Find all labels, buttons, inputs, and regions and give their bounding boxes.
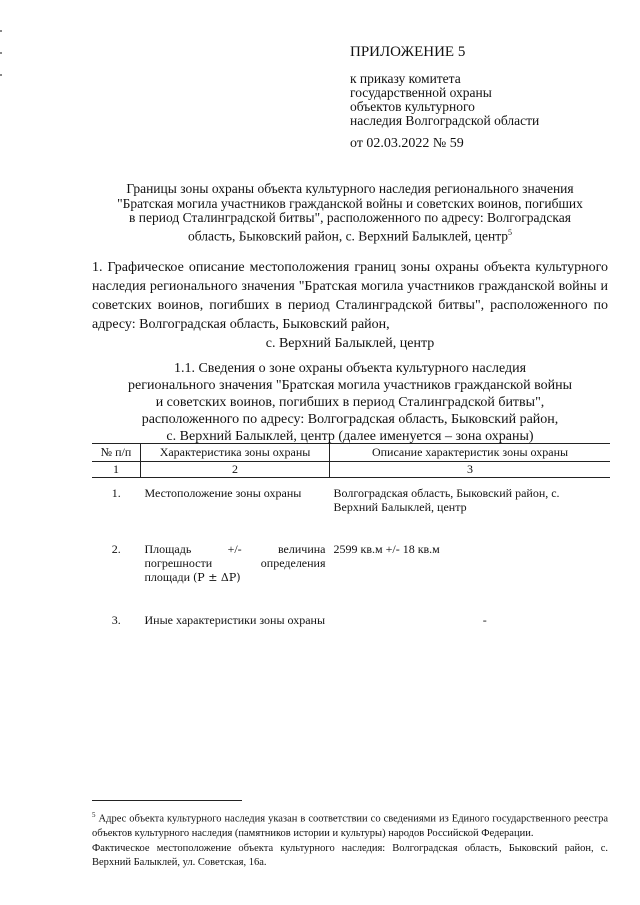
order-line: государственной охраны [350,85,492,100]
zone-characteristics-table [92,443,610,647]
title-line: в период Сталинградской битвы", расположенного по адресу: Волгоградская [129,210,571,225]
footnote-reference: 5 [508,227,513,237]
row-description: - [482,613,487,627]
table-header-row [92,444,610,462]
header-characteristic: Характеристика зоны охраны [141,444,330,462]
row-number: 1. [111,486,121,500]
scan-margin-marks [0,10,4,130]
table-row [92,605,610,647]
header-number: № п/п [92,444,141,462]
section-1-paragraph [92,258,608,353]
table-row [92,534,610,605]
order-line: к приказу комитета [350,71,461,86]
footnote-text-2: Фактическое местоположение объекта культурного наследия: Волгоградская область, Быковский район, с. Верхний Балыклей, ул. Советская, 16а. [92,842,608,868]
row-characteristic: Местоположение зоны охраны [144,486,302,500]
column-number: 1 [92,462,141,478]
section-1-text: 1. Графическое описание местоположения границ зоны охраны объекта культурного наследия регионального значения "Братская могила участников гражданской войны и советских воинов, погибших в период Сталинградской битвы", расположенного по адресу: Волгоградская область, Быковский район, [92,260,608,332]
subsection-line: и советских воинов, погибших в период Сталинградской битвы", [155,395,545,410]
footnote-mark: 5 [92,811,96,819]
footnote-separator [92,800,242,801]
subsection-line: регионального значения "Братская могила участников гражданской войны [128,378,572,393]
header-description: Описание характеристик зоны охраны [330,444,611,462]
subsection-line: с. Верхний Балыклей, центр (далее именуется – зона охраны) [166,429,534,444]
row-characteristic: Иные характеристики зоны охраны [144,613,326,627]
row-number: 2. [111,542,121,556]
title-line: область, Быковский район, с. Верхний Балыклей, центр$^5$ [187,227,513,243]
area-formula: (P ± ΔP) [193,571,241,584]
order-date: от 02.03.2022 № 59 [350,136,464,151]
row-description: Волгоградская область, Быковский район, с. Верхний Балыклей, центр [333,486,560,514]
table-row [92,478,610,535]
document-title [92,182,608,244]
appendix-heading: ПРИЛОЖЕНИЕ 5 [350,44,466,60]
order-reference [350,72,610,128]
column-number: 3 [330,462,611,478]
subsection-line: расположенного по адресу: Волгоградская область, Быковский район, [141,412,559,427]
title-line: Границы зоны охраны объекта культурного наследия регионального значения [126,181,574,196]
subsection-line: 1.1. Сведения о зоне охраны объекта культурного наследия [173,361,527,376]
order-line: объектов культурного [350,99,475,114]
section-1-last-line: с. Верхний Балыклей, центр [265,336,435,351]
subsection-heading [92,360,608,445]
column-number: 2 [141,462,330,478]
row-description: 2599 кв.м +/- 18 кв.м [333,542,440,556]
row-characteristic: Площадь +/- величина погрешности определения площади (P ± ΔP) [144,542,326,584]
footnote-text-1: $^5$ Адрес объекта культурного наследия указан в соответствии со сведениями из Единого государственного реестра объектов культурного наследия (памятников истории и культуры) народов Российской Федерации. [92,811,608,839]
order-line: наследия Волгоградской области [350,113,540,128]
row-number: 3. [111,613,121,627]
footnote [92,808,608,871]
title-line: "Братская могила участников гражданской войны и советских воинов, погибших [117,195,583,211]
table-column-numbers [92,462,610,478]
